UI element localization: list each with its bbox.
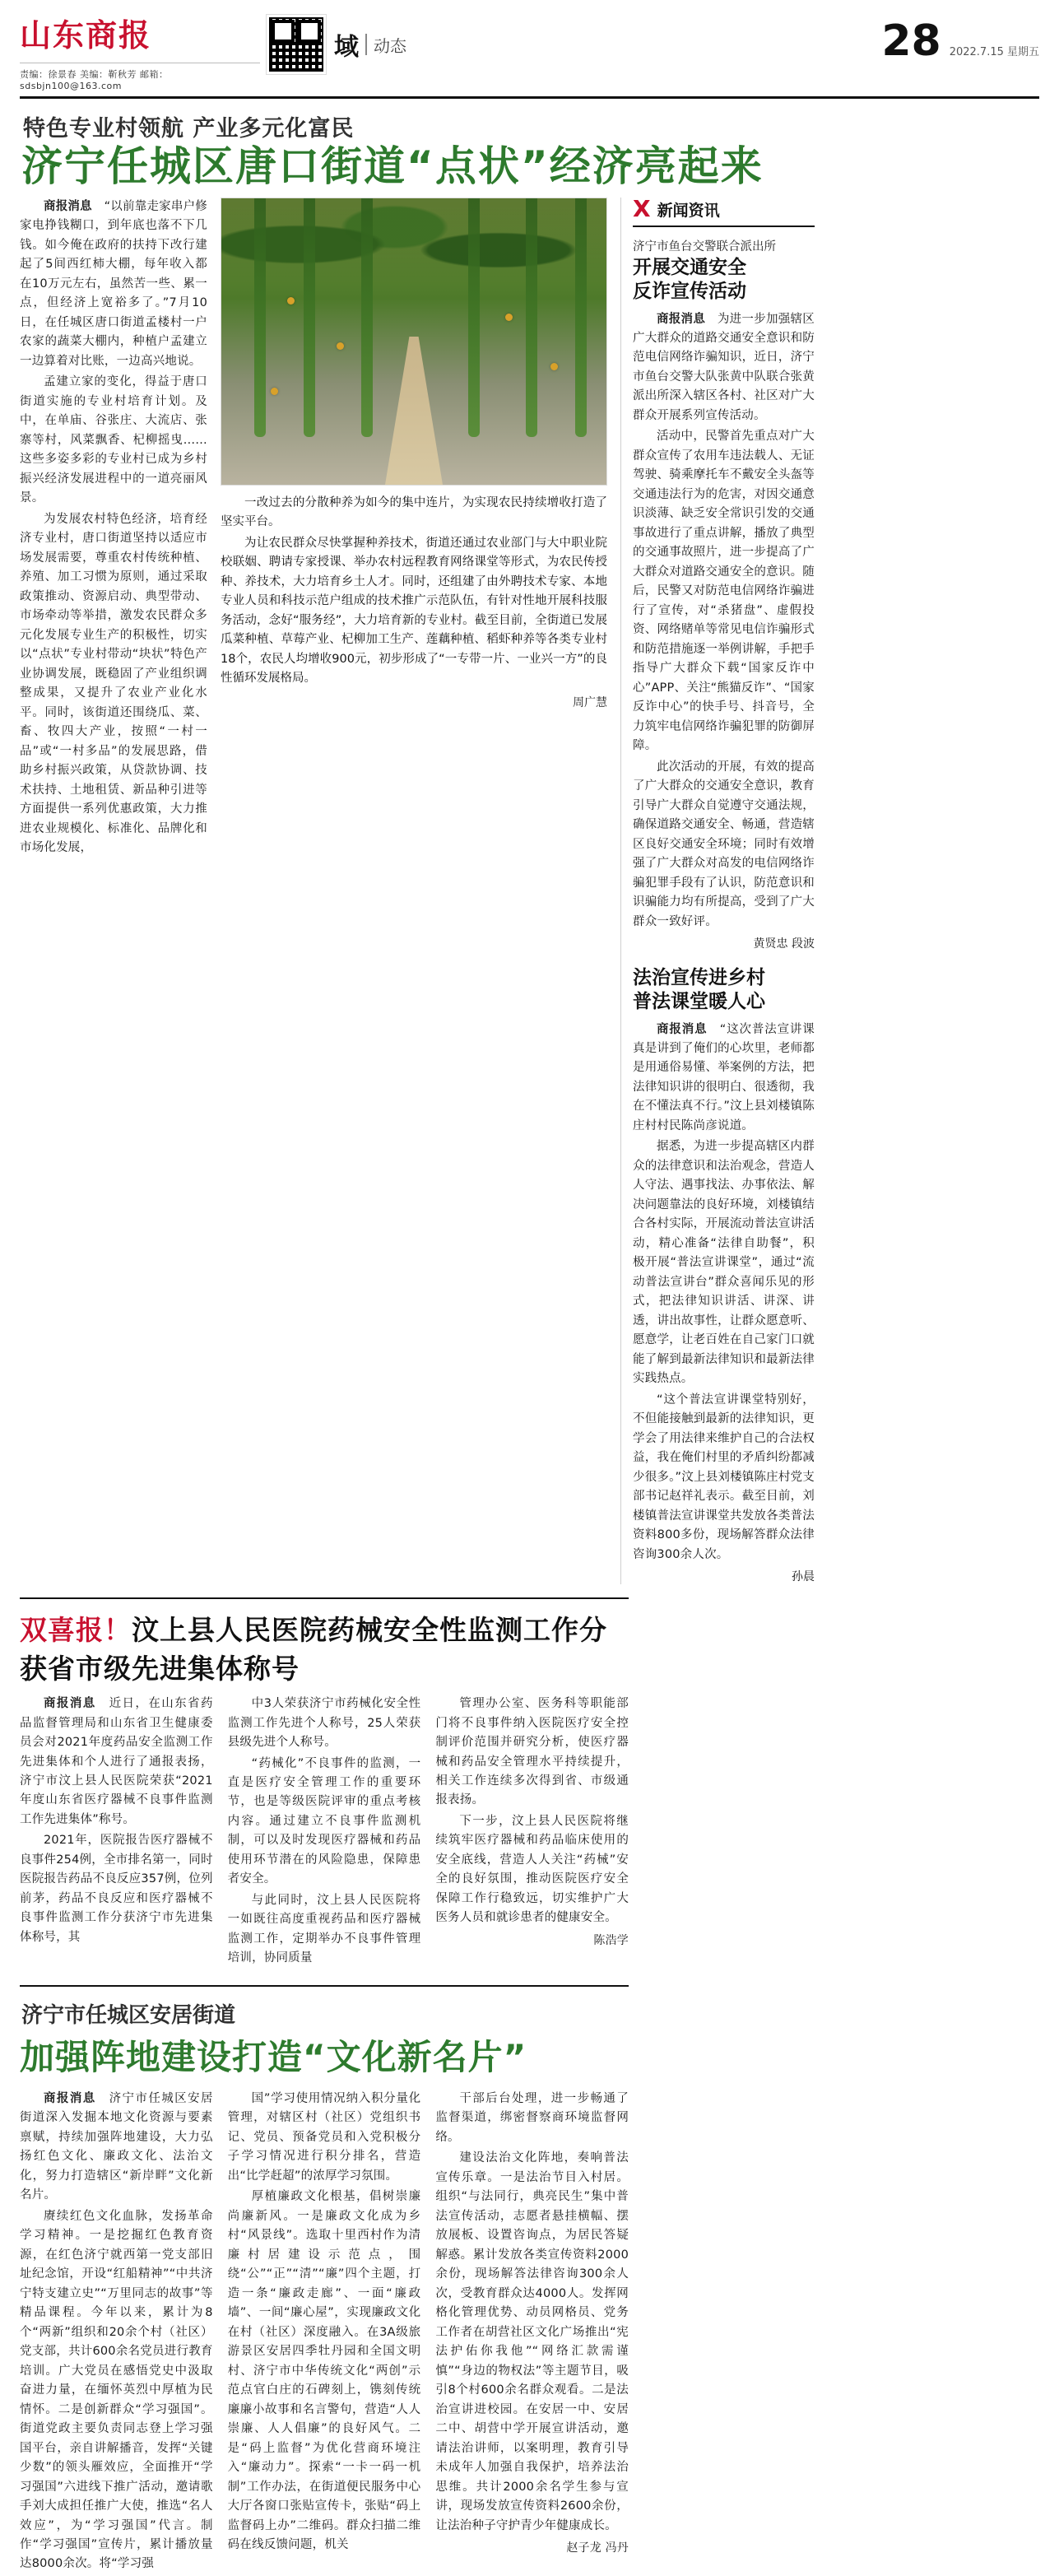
story2: [20, 1597, 629, 1970]
right-rail: [620, 195, 815, 1584]
photo-tomato: [287, 297, 295, 305]
story3-column-2: [228, 2090, 421, 2576]
section-label: [334, 15, 406, 63]
story2-c2-p2: 与此同时，汶上县人民医院将一如既往高度重视药品和医疗器械监测工作，定期举办不良事件管理培训，协同质量: [227, 1893, 421, 1965]
story1-text-column: [20, 198, 207, 1584]
story2-band: [20, 1597, 629, 1686]
story3-column-3: [435, 2090, 629, 2576]
photo-tomato: [550, 363, 558, 370]
story3-lead-tag: 商报消息: [44, 2091, 96, 2105]
story3-c2-p0: 国”学习使用情况纳入积分量化管理，对辖区村（社区）党组织书记、党员、预备党员和入党积极分子学习情况进行积分排名，营造出“比学赶超”的浓厚学习氛围。: [227, 2091, 421, 2183]
story1-headline: 济宁任城区唐口街道“点状”经济亮起来: [21, 142, 764, 190]
rail-item1-title-line1: 开展交通安全: [633, 257, 746, 278]
story2-c2-p1: “药械化”不良事件的监测，一直是医疗安全管理工作的重要环节，也是等级医院评审的重点考核内容。通过建立不良事件监测机制，可以及时发现医疗器械和药品使用环节潜在的风险隐患，保障患者安全。: [227, 1756, 421, 1886]
story1-para-1-wrap: [20, 373, 207, 508]
photo-vine: [361, 198, 373, 437]
masthead-right: [881, 15, 1039, 66]
story3-signature: 赵子龙 冯丹: [566, 2541, 629, 2555]
story1-layout: [20, 195, 1039, 1584]
rail-item2-title-line2: 普法课堂暖人心: [633, 990, 765, 1012]
story1-para-2: 为发展农村特色经济，培育经济专业村，唐口街道坚持以适应市场发展需要，尊重农村传统种植、养殖、加工习惯为原则，通过采取政策推动、资源启动、典型带动、市场牵动等举措，激发农民群众多元化发展专业生产的积极性，切实以“点状”专业村带动“块状”特色产业协调发展，既稳固了产业组织调整成果，又提升了农业产业化水平。同时，该街道还围绕瓜、菜、畜、牧四大产业，按照“一村一品”或“一村多品”的发展思路，借助乡村振兴政策，从贷款协调、技术扶持、土地租赁、新品种引进等方面提供一系列优惠政策，大力推进农业规模化、标准化、品牌化和市场化发展，: [20, 512, 207, 854]
story1-caption-columns: [221, 494, 607, 689]
story2-c2-p0: 中3人荣获济宁市药械化安全性监测工作先进个人称号，25人荣获县级先进个人称号。: [227, 1697, 421, 1750]
photo-aisle: [385, 337, 443, 485]
story2-c3-p1: 下一步，汶上县人民医院将继续筑牢医疗器械和药品临床使用的安全底线，营造人人关注“药械”安全的良好氛围，推动医院医疗安全保障工作行稳致远，切实维护广大医务人员和就诊患者的健康安全。: [435, 1814, 629, 1925]
story1-para-1: 孟建立家的变化，得益于唐口街道实施的专业村培育计划。及中，在单庙、谷张庄、大流店、张寨等村，风菜飘香、杞柳摇曳……这些多姿多彩的专业村已成为乡村振兴经济发展进程中的一道亮丽风景。: [20, 375, 207, 505]
rail-item1-para-0: 为进一步加强辖区广大群众的道路交通安全意识和防范电信网络诈骗知识，近日，济宁市鱼台交警大队张黄中队联合张黄派出所深入辖区各村、社区对广大群众开展系列宣传活动。: [633, 312, 815, 422]
masthead: [20, 0, 1039, 99]
story2-title-prefix: 双喜报！: [20, 1614, 132, 1647]
section-subname: 动态: [374, 35, 406, 56]
photo-vine: [254, 198, 266, 437]
story1-para-0: “以前靠走家串户修家电挣钱糊口，到年底也落不下几钱。如今俺在政府的扶持下改行建起了5间西红柿大棚，每年收入都在10万元左右，虽然苦一些、累一点，但经济上宽裕多了。”7月10日，在任城区唐口街道孟楼村一户农家的蔬菜大棚内，种植户孟建立一边算着对比账，一边高兴地说。: [20, 200, 207, 368]
story2-c1-p0: 近日，在山东省药品监督管理局和山东省卫生健康委员会对2021年度药品安全监测工作先进集体和个人进行了通报表扬，济宁市汶上县人民医院荣获“2021年度山东省医疗器械不良事件监测工作先进集体”称号。: [20, 1697, 213, 1826]
rail-item1-signature: 黄贤忠 段波: [753, 937, 815, 951]
story1-para-2-wrap: [20, 510, 207, 858]
story2-column-1: [20, 1695, 213, 1970]
story2-title-rest: 汶上县人民医院药械安全性监测工作分获省市级先进集体称号: [20, 1614, 607, 1686]
story3: [20, 1985, 629, 2576]
rail-item1-para-1: 活动中，民警首先重点对广大群众宣传了农用车违法载人、无证驾驶、骑乘摩托车不戴安全头盔等交通违法行为的危害，对因交通意识淡薄、缺乏安全常识引发的交通事故进行了重点讲解，播放了典型的交通事故照片，进一步提高了广大群众对道路交通安全的意识。随后，民警又对防范电信网络诈骗进行了宣传，对“杀猪盘”、虚假投资、网络赌单等常见电信诈骗形式和防范措施逐一举例讲解，手把手指导广大群众下载“国家反诈中心”APP、关注“熊猫反诈”、“国家反诈中心”的快手号、抖音号，全力筑牢电信网络诈骗犯罪的防御屏障。: [633, 430, 815, 753]
photo-vine: [304, 198, 315, 437]
story3-band: [20, 1985, 629, 2080]
lead-tag: 商报消息: [44, 200, 92, 213]
masthead-left: [20, 15, 267, 91]
story3-c3-p1: 建设法治文化阵地，奏响普法宣传乐章。一是法治节目入村居。组织“与法同行，典亮民生”集中普法宣传活动，志愿者悬挂横幅、摆放展板、设置咨询点，为居民答疑解惑。累计发放各类宣传资料2000余份，现场解答法律咨询300余人次，受教育群众达4000人。发挥网格化管理优势、动员网格员、党务工作者在胡营社区文化广场推出“宪法护佑你我他”“网络汇款需谨慎”“身边的物权法”等主题节目，吸引8个村600余名群众观看。二是法治宣讲进校园。在安居一中、安居二中、胡营中学开展宣讲活动，邀请法治讲师，以案明理，教育引导未成年人加强自我保护，培养法治思维。共计2000余名学生参与宣讲，现场发放宣传资料2600余份，让法治种子守护青少年健康成长。: [435, 2151, 629, 2532]
photo-vine: [575, 198, 587, 437]
rail-item1-para-2: 此次活动的开展，有效的提高了广大群众的交通安全意识，教育引导广大群众自觉遵守交通法规，确保道路交通安全、畅通，营造辖区良好交通安全环境；同时有效增强了广大群众对高发的电信网络诈骗犯罪手段有了认识，防范意识和识骗能力均有所提高，受到了广大群众一致好评。: [633, 760, 815, 928]
rail-item2-title: [633, 966, 815, 1014]
story2-lead-tag: 商报消息: [44, 1697, 96, 1711]
story2-column-3: [435, 1695, 629, 1970]
rail-title: 新闻资讯: [657, 201, 720, 220]
story2-column-2: [228, 1695, 421, 1970]
story2-signature: 陈浩学: [593, 1933, 629, 1947]
section-divider: [365, 34, 367, 55]
photo-vine: [468, 198, 480, 437]
story3-kicker: 济宁市任城区安居街道: [21, 2002, 236, 2028]
story2-c3-p0: 管理办公室、医务科等职能部门将不良事件纳入医院医疗安全控制评价范围并研究分析，使医疗器械和药品安全管理水平持续提升，相关工作连续多次得到省、市级通报表扬。: [435, 1697, 629, 1807]
photo-foliage: [221, 198, 606, 314]
rail-item1-title: [633, 256, 815, 304]
story3-columns: [20, 2090, 629, 2576]
story3-c1-p1: 赓续红色文化血脉，发扬革命学习精神。一是挖掘红色教育资源，在红色济宁就西第一党支部旧址纪念馆，开设“红船精神”“中共济宁特支建立史”“万里同志的故事”等精品课程。今年以来，累计为8个“两新”组织和20余个村（社区）党支部，共计600余名党员进行教育培训。广大党员在感悟党史中汲取奋进力量，在缅怀英烈中厚植为民情怀。二是创新群众“学习强国”。街道党政主要负责同志登上学习强国平台，亲自讲解播音，发挥“关键少数”的领头雁效应，全面推开“学习强国”六进线下推广活动，邀请歌手刘大成担任推广大使，推选“名人效应”，为“学习强国”代言。制作“学习强国”宣传片，累计播放量达8000余次。将“学习强: [20, 2209, 213, 2571]
qr-code-icon: [267, 15, 326, 74]
story3-title: 加强阵地建设打造“文化新名片”: [20, 2036, 527, 2077]
newspaper-logo: 山东商报: [20, 17, 152, 53]
story2-title: [20, 1609, 629, 1686]
masthead-credit: 责编：徐景春 美编：靳秋芳 邮箱：sdsbjn100@163.com: [20, 63, 260, 91]
photo-tomato: [337, 342, 344, 350]
rail-item1-kicker: 济宁市鱼台交警联合派出所: [633, 240, 776, 253]
rail-item2-lead-tag: 商报消息: [657, 1022, 708, 1036]
rail-item2-para-0: “这次普法宣讲课真是讲到了俺们的心坎里，老师都是用通俗易懂、举案例的方法，把法律知识讲的很明白、很透彻，我在不懂法真不行。”汶上县刘楼镇陈庄村村民陈尚彦说道。: [633, 1022, 815, 1132]
photo-vine: [526, 198, 537, 437]
story1-caption-part-2: 为让农民群众尽快掌握种养技术，街道还通过农业部门与大中职业院校联姻、聘请专家授课、举办农村远程教育网络课堂等形式，为农民传授种、养技术，大力培育乡土人才。同时，还组建了由外聘技术专家、本地专业人员和科技示范户组成的技术推广示范队伍，有针对性地开展科技服务活动，念好“服务经”，大力培育新的专业村。截至目前，全街道已发展瓜菜种植、草莓产业、杞柳加工生产、莲藕种植、稻虾种养等各类专业村18个，农民人均增收900元，初步形成了“一专带一片、一业兴一方”的良性循环发展格局。: [221, 536, 607, 686]
story3-c3-p0: 干部后台处理，进一步畅通了监督渠道，绑密督察商环境监督网络。: [435, 2091, 629, 2144]
rail-item1-title-line2: 反诈宣传活动: [633, 280, 746, 302]
rail-rule: [633, 226, 815, 227]
rail-header: [633, 195, 815, 222]
story3-c1-p0: 济宁市任城区安居街道深入发掘本地文化资源与要素禀赋，持续加强阵地建设，大力弘扬红色文化、廉政文化、法治文化，努力打造辖区“新岸畔”文化新名片。: [20, 2091, 213, 2202]
rail-item2-para-2: “这个普法宣讲课堂特别好，不但能接触到最新的法律知识，更学会了用法律来维护自己的合法权益，我在俺们村里的矛盾纠纷都减少很多。”汶上县刘楼镇陈庄村党支部书记赵祥礼表示。截至目前，刘楼镇普法宣讲课堂共发放各类普法资料800多份，现场解答群众法律咨询300余人次。: [633, 1393, 815, 1561]
rail-item1-body: [633, 310, 815, 932]
story1-caption-part-1: 一改过去的分散种养为如今的集中连片，为实现农民持续增收打造了坚实平台。: [221, 496, 607, 529]
story1-kicker: 特色专业村领航 产业多元化富民: [23, 116, 355, 142]
story3-column-1: [20, 2090, 213, 2576]
news-badge-icon: X: [633, 195, 651, 222]
issue-date: 2022.7.15 星期五: [949, 46, 1039, 58]
story2-columns: [20, 1695, 629, 1970]
rail-item2-body: [633, 1021, 815, 1565]
story3-c2-p1: 厚植廉政文化根基，倡树崇廉尚廉新风。一是廉政文化成为乡村“风景线”。选取十里西村作为清廉村居建设示范点，围绕“公”“正”“清”“廉”四个主题，打造一条“廉政走廊”、一面“廉政墙”、一间“廉心屋”，实现廉政文化在村（社区）深度融入。在3A级旅游景区安居四季牡丹园和全国文明村、济宁市中华传统文化“两创”示范点官白庄的石碑刻上，镌刻传统廉廉小故事和名言警句，营造“人人崇廉、人人倡廉”的良好风气。二是“码上监督”为优化营商环境注入“廉动力”。探索“一卡一码一机制”工作办法，在街道便民服务中心大厅各窗口张贴宣传卡，张贴“码上监督码上办”二维码。群众扫描二维码在线反馈问题，机关: [227, 2190, 421, 2551]
rail-item1-lead-tag: 商报消息: [657, 312, 706, 326]
page-number: 28: [881, 16, 941, 66]
rail-item2-title-line1: 法治宣传进乡村: [633, 967, 765, 988]
rail-item2-para-1: 据悉，为进一步提高辖区内群众的法律意识和法治观念，营造人人守法、遇事找法、办事依法、解决问题靠法的良好环境，刘楼镇结合各村实际，开展流动普法宣讲活动，精心准备“法律自助餐”，积极开展“普法宣讲课堂”，通过“流动普法宣讲台”群众喜闻乐见的形式，把法律知识讲活、讲深、讲透，讲出故事性，让群众愿意听、愿意学，让老百姓在自己家门口就能了解到最新法律知识和最新法律实践热点。: [633, 1140, 815, 1386]
photo-tomato: [505, 314, 513, 321]
story1-photo-column: [221, 198, 607, 1584]
story1-byline: 周广慧: [573, 695, 607, 709]
story1-lead-paragraph: [20, 198, 207, 371]
photo-tomato: [271, 388, 278, 395]
section-name: 域: [334, 33, 359, 62]
story2-c1-p1: 2021年，医院报告医疗器械不良事件254例，全市排名第一，同时医院报告药品不良反应357例，位列前茅，药品不良反应和医疗器械不良事件监测工作分获济宁市先进集体称号，其: [20, 1834, 213, 1944]
rail-item2-signature: 孙晨: [792, 1570, 815, 1584]
greenhouse-tomato-photo: [221, 198, 607, 486]
